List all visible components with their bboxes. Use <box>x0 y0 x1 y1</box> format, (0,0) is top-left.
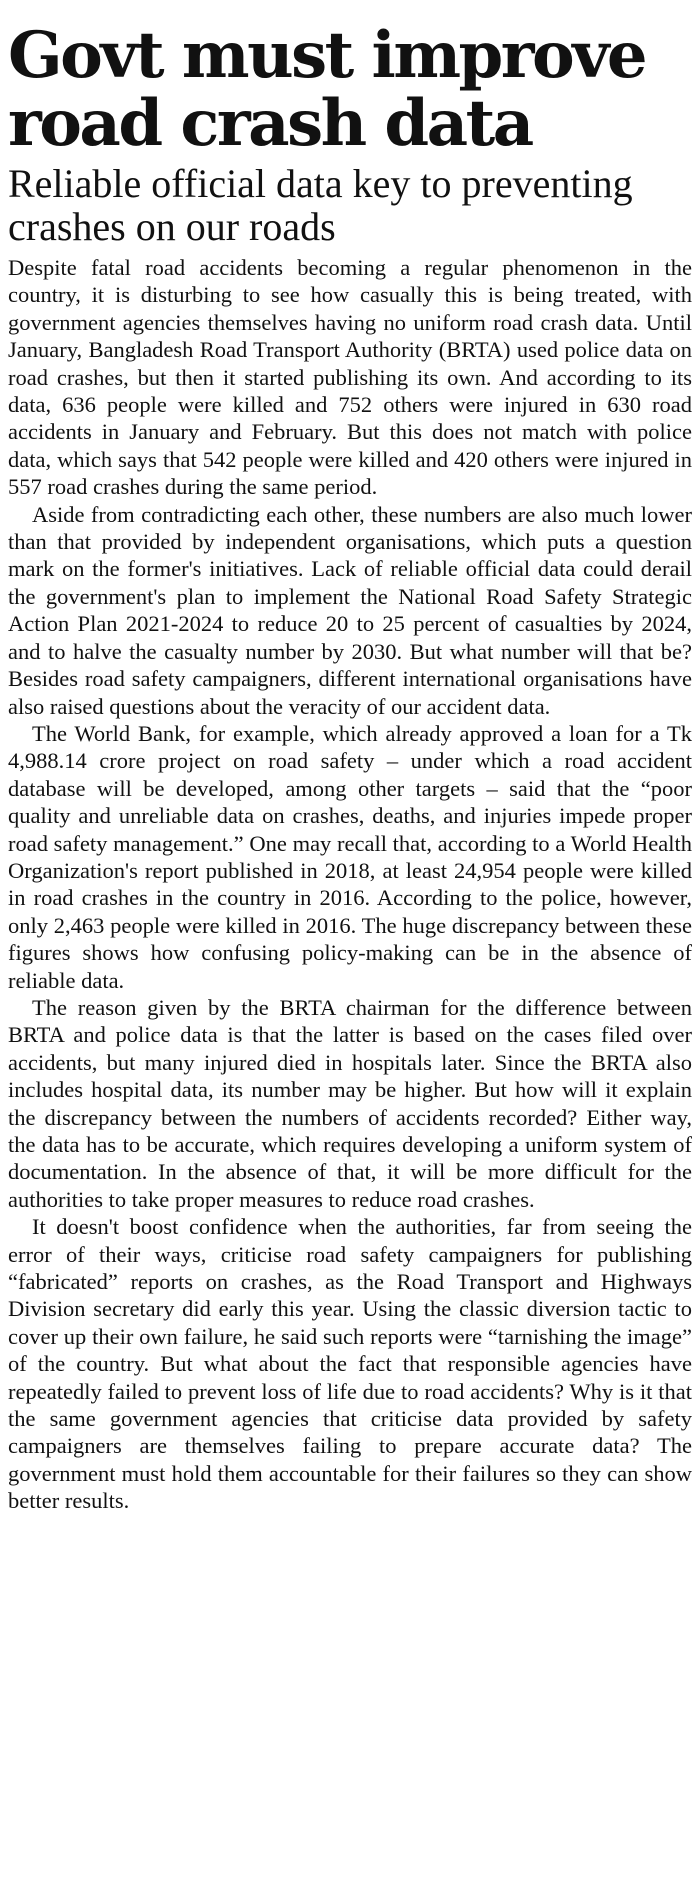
body-paragraph-2: Aside from contradicting each other, these numbers are also much lower than that provided by independent organisations, which puts a question mark on the former's initiatives. Lack of reliable official data could derail the government's plan to implement the National Road Safety Strategic Action Plan 2021-2024 to reduce 20 to 25 percent of casualties by 2024, and to halve the casualty number by 2030. But what number will that be? Besides road safety campaigners, different international organisations have also raised questions about the veracity of our accident data. <box>8 501 692 719</box>
body-paragraph-4: The reason given by the BRTA chairman for the difference between BRTA and police data is that the latter is based on the cases filed over accidents, but many injured died in hospitals later. Since the BRTA also includes hospital data, its number may be higher. But how will it explain the discrepancy between the numbers of accidents recorded? Either way, the data has to be accurate, which requires developing a uniform system of documentation. In the absence of that, it will be more difficult for the authorities to take proper measures to reduce road crashes. <box>8 994 692 1212</box>
subheadline: Reliable official data key to preventing crashes on our roads <box>8 161 633 249</box>
article-body <box>8 254 692 1515</box>
body-paragraph-5: It doesn't boost confidence when the authorities, far from seeing the error of their ways, criticise road safety campaigners for publishing “fabricated” reports on crashes, as the Road Transport and Highways Division secretary did early this year. Using the classic diversion tactic to cover up their own failure, he said such reports were “tarnishing the image” of the country. But what about the fact that responsible agencies have repeatedly failed to prevent loss of life due to road accidents? Why is it that the same government agencies that criticise data provided by safety campaigners are themselves failing to prepare accurate data? The government must hold them accountable for their failures so they can show better results. <box>8 1214 692 1514</box>
body-paragraph-1: Despite fatal road accidents becoming a regular phenomenon in the country, it is disturbing to see how casually this is being treated, with government agencies themselves having no uniform road crash data. Until January, Bangladesh Road Transport Authority (BRTA) used police data on road crashes, but then it started publishing its own. And according to its data, 636 people were killed and 752 others were injured in 630 road accidents in January and February. But this does not match with police data, which says that 542 people were killed and 420 others were injured in 557 road crashes during the same period. <box>8 255 692 500</box>
headline: Govt must improve road crash data <box>8 18 646 161</box>
body-paragraph-3: The World Bank, for example, which already approved a loan for a Tk 4,988.14 crore project on road safety – under which a road accident database will be developed, among other targets – said that the “poor quality and unreliable data on crashes, deaths, and injuries impede proper road safety management.” One may recall that, according to a World Health Organization's report published in 2018, at least 24,954 people were killed in road crashes in the country in 2016. According to the police, however, only 2,463 people were killed in 2016. The huge discrepancy between these figures shows how confusing policy-making can be in the absence of reliable data. <box>8 720 692 993</box>
